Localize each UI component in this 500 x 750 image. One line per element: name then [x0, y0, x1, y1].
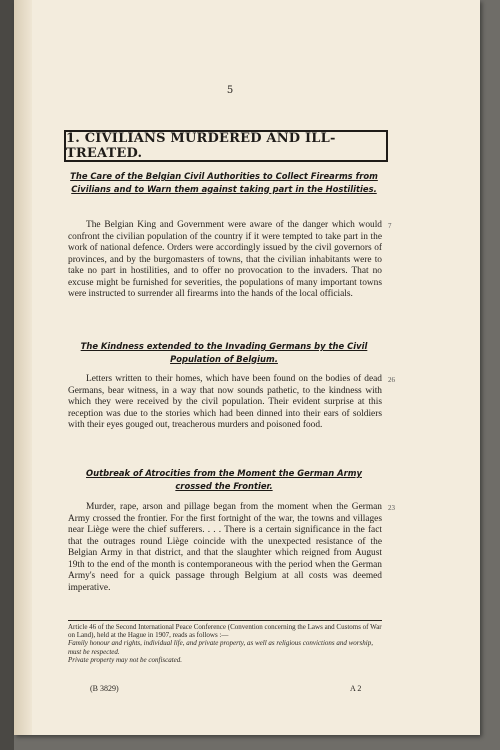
printer-code: (B 3829) [90, 684, 119, 693]
footnote-line-3: Private property may not be confiscated. [68, 655, 183, 664]
page-spine-shadow [14, 0, 32, 735]
margin-note-1: 7 [388, 222, 392, 230]
margin-note-3: 23 [388, 504, 395, 512]
paragraph-2: Letters written to their homes, which have been found on the bodies of dead Germans, bear witness, in a way that now sounds pathetic, to the kindness with which they were received by the civil population. Their evident surprise at this reception was due to the stories which had been dinned into their ears of soldiers with their eyes gouged out, treacherous murders and poisoned food. [68, 374, 382, 430]
paragraph-3: Murder, rape, arson and pillage began from the moment when the German Army crossed the frontier. For the first fortnight of the war, the towns and villages near Liège were the chief sufferers. . . . There is a certain significance in the fact that the outrages round Liège coincide with the unexpected resistance of the Belgian Army in that district, and that the slaughter which reigned from August 19th to the end of the month is contemporaneous with the period when the German Army's need for a quick passage through Belgium at all costs was deemed imperative. [68, 502, 382, 593]
section-body-2 [68, 374, 382, 432]
page-number: 5 [226, 85, 234, 96]
footnote-line-2: Family honour and rights, individual life, and private property, as well as religious convictions and worship, must be respected. [68, 639, 373, 656]
footnote-rule [68, 620, 382, 621]
footnote-line-1: Article 46 of the Second International Peace Conference (Convention concerning the Laws and Customs of War on Land), held at the Hague in 1907, reads as follows :— [68, 623, 382, 640]
chapter-title: 1. CIVILIANS MURDERED AND ILL-TREATED. [64, 130, 388, 162]
section-heading-2: The Kindness extended to the Invading Germans by the Civil Population of Belgium. [80, 341, 368, 364]
section-heading-3: Outbreak of Atrocities from the Moment the German Army crossed the Frontier. [86, 468, 362, 491]
section-body-3 [68, 502, 382, 594]
background-edge [0, 0, 14, 750]
footnote [68, 623, 382, 664]
signature-mark: A 2 [350, 684, 362, 693]
paragraph-1: The Belgian King and Government were aware of the danger which would confront the civilian population of the country if it were tempted to take part in the work of national defence. Orders were accordingly issued by the civil governors of provinces, and by the burgomasters of towns, that the civilian inhabitants were to take no part in hostilities, and to offer no provocation to the invaders. That no excuse might be furnished for severities, the populations of many important towns were instructed to surrender all firearms into the hands of the local officials. [68, 220, 382, 299]
section-body-1 [68, 220, 382, 301]
margin-note-2: 26 [388, 376, 395, 384]
section-heading-1: The Care of the Belgian Civil Authorities to Collect Firearms from Civilians and to Warn them against taking part in the Hostilities. [70, 171, 378, 194]
